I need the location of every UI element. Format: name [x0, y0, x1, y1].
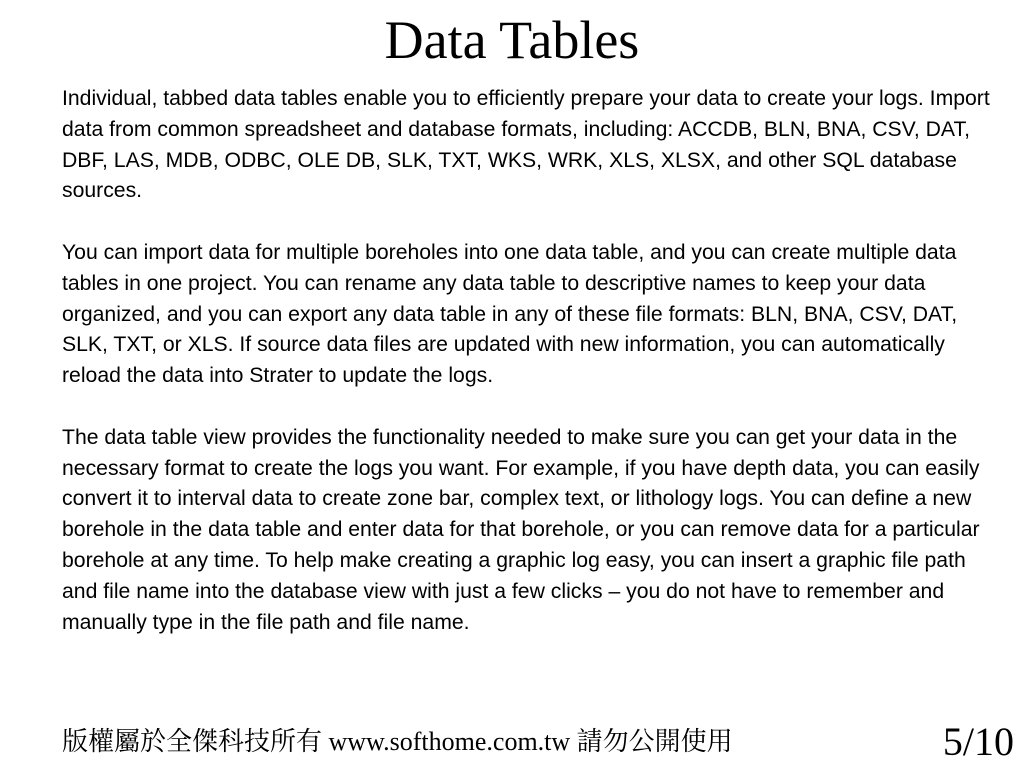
- paragraph-multiple-tables: You can import data for multiple boreholes into one data table, and you can create multiple data tables in one project. You can rename any data table to descriptive names to keep your data organized, and you can export any data table in any of these file formats: BLN, BNA, CSV, DAT, SLK, TXT, or XLS. If source data files are updated with new information, you can automatically reload the data into Strater to update the logs.: [62, 240, 958, 388]
- slide-title: Data Tables: [384, 10, 640, 70]
- paragraph-data-table-view: The data table view provides the functionality needed to make sure you can get your data in the necessary format to create the logs you want. For example, if you have depth data, you can easily convert it to interval data to create zone bar, complex text, or lithology logs. You can define a new borehole in the data table and enter data for that borehole, or you can remove data for a particular borehole at any time. To help make creating a graphic log easy, you can insert a graphic file path and file name into the database view with just a few clicks – you do not have to remember and manually type in the file path and file name.: [62, 425, 980, 634]
- slide-body: [62, 84, 997, 638]
- copyright-footer: 版權屬於全傑科技所有 www.softhome.com.tw 請勿公開使用: [62, 727, 733, 756]
- paragraph-spacer: [62, 207, 997, 238]
- page-number: 5/10: [942, 719, 1014, 764]
- paragraph-spacer: [62, 392, 997, 423]
- paragraph-import-formats: Individual, tabbed data tables enable you to efficiently prepare your data to create your logs. Import data from common spreadsheet and database formats, including: ACCDB, BLN, BNA, CSV, DAT, DBF, LAS, MDB, ODBC, OLE DB, SLK, TXT, WKS, WRK, XLS, XLSX, and other SQL database sources.: [62, 87, 990, 203]
